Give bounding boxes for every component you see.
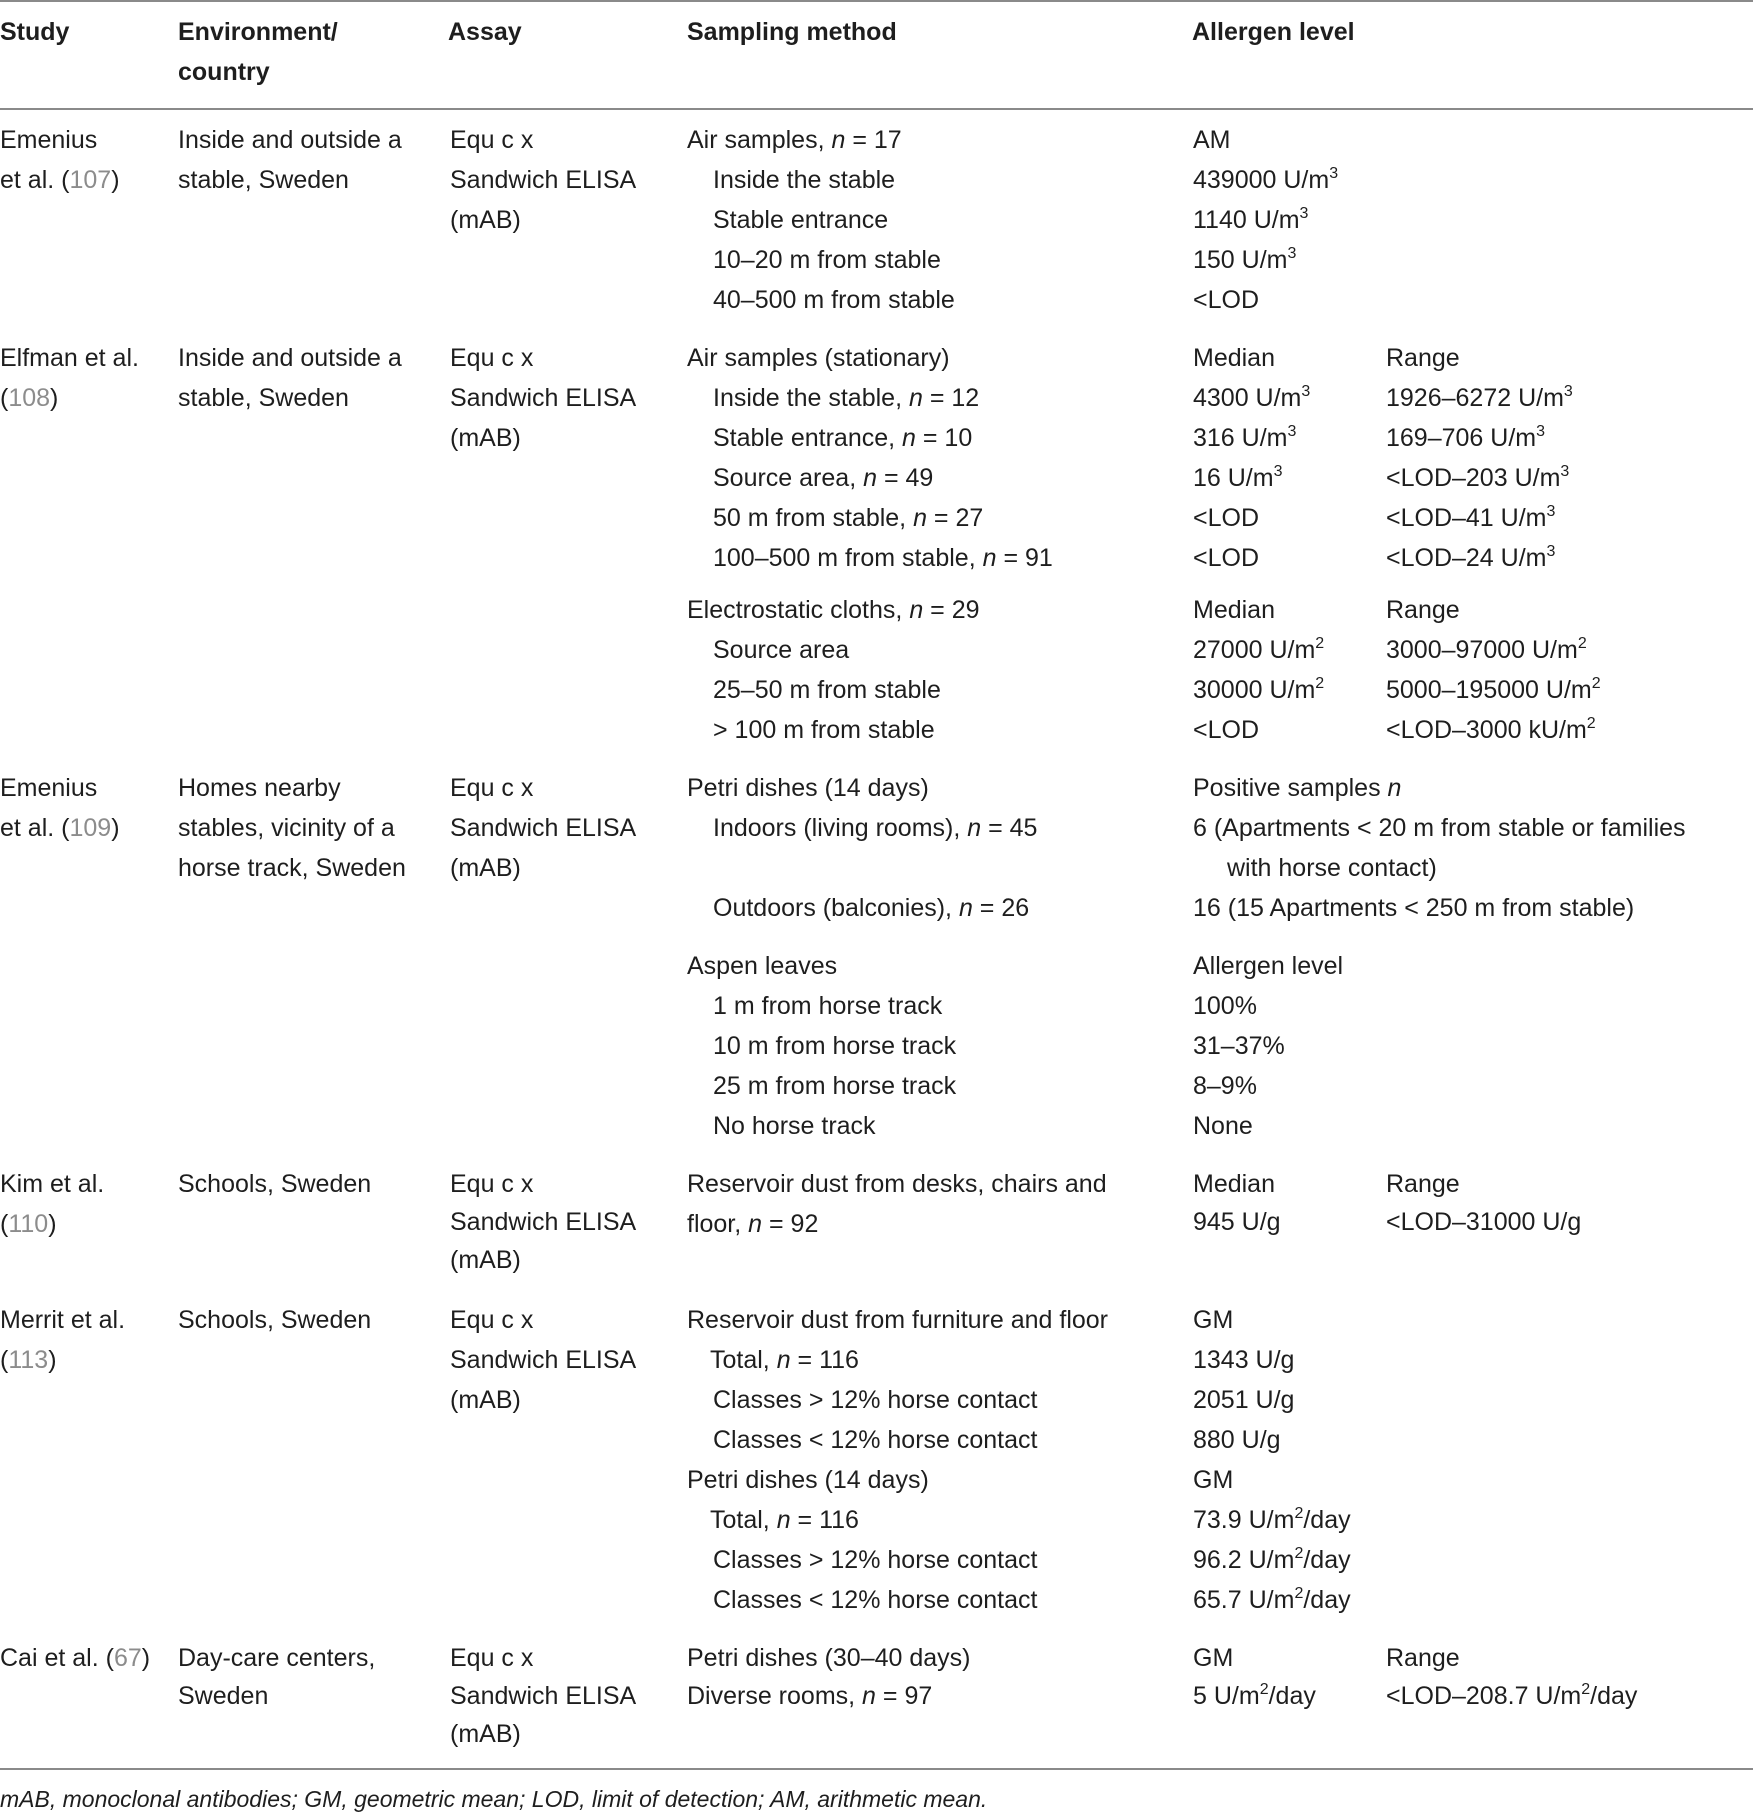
level-cell: 73.9 $U/m^2$/day — [1193, 1505, 1351, 1534]
sampling-cell: Air samples, n = 17 — [687, 126, 902, 154]
sampling-cell: Reservoir dust from furniture and floor — [687, 1306, 1109, 1334]
assay-cell: Equ c x — [450, 1306, 534, 1334]
median-cell: 4300 $U/m^3$ — [1193, 383, 1311, 412]
sampling-cell: Reservoir dust from desks, chairs and — [687, 1170, 1107, 1198]
level-cell: Allergen level — [1193, 952, 1344, 980]
range-cell: Range — [1386, 1644, 1460, 1672]
header-sampling-method: Sampling method — [687, 18, 897, 46]
range-cell: 3000–97000 $U/m^2$ — [1386, 635, 1587, 664]
level-cell: 31–37% — [1193, 1032, 1285, 1060]
sampling-cell: Classes > 12% horse contact — [713, 1546, 1038, 1574]
header-allergen-level: Allergen level — [1192, 18, 1355, 46]
range-cell: Range — [1386, 596, 1460, 624]
study-cell: Emenius — [0, 126, 98, 154]
assay-cell: (mAB) — [450, 1720, 521, 1748]
environment-cell: Inside and outside a — [178, 344, 402, 372]
median-cell: <LOD — [1193, 544, 1260, 572]
study-cell: et al. (109) — [0, 814, 120, 842]
sampling-cell: Diverse rooms, n = 97 — [687, 1682, 933, 1710]
sampling-cell: Inside the stable, n = 12 — [713, 384, 980, 412]
level-cell: 100% — [1193, 992, 1257, 1020]
environment-cell: stables, vicinity of a — [178, 814, 395, 842]
sampling-cell: Classes < 12% horse contact — [713, 1426, 1038, 1454]
assay-cell: (mAB) — [450, 206, 521, 234]
range-cell: <LOD–208.7 $U/m^2$/day — [1386, 1681, 1638, 1710]
environment-cell: stable, Sweden — [178, 384, 349, 412]
reference-link[interactable]: 110 — [8, 1210, 49, 1238]
sampling-cell: Stable entrance, n = 10 — [713, 424, 973, 452]
assay-cell: Sandwich ELISA — [450, 1208, 637, 1236]
study-cell: (108) — [0, 384, 59, 412]
level-cell: 65.7 $U/m^2$/day — [1193, 1585, 1351, 1614]
sampling-cell: 50 m from stable, n = 27 — [713, 504, 984, 532]
assay-cell: Sandwich ELISA — [450, 166, 637, 194]
sampling-cell: Air samples (stationary) — [687, 344, 950, 372]
assay-cell: Equ c x — [450, 126, 534, 154]
level-cell: 150 $U/m^3$ — [1193, 245, 1297, 274]
level-cell: with horse contact) — [1227, 854, 1437, 882]
table-footnote: mAB, monoclonal antibodies; GM, geometric mean; LOD, limit of detection; AM, arithmetic mean. — [0, 1786, 988, 1812]
reference-link[interactable]: 67 — [113, 1644, 142, 1672]
median-cell: 945 U/g — [1193, 1208, 1281, 1236]
sampling-cell: Indoors (living rooms), n = 45 — [713, 814, 1038, 842]
median-cell: 30000 $U/m^2$ — [1193, 675, 1325, 704]
reference-link[interactable]: 113 — [8, 1346, 49, 1374]
range-cell: <LOD–41 $U/m^3$ — [1386, 503, 1556, 532]
reference-link[interactable]: 108 — [8, 384, 51, 412]
header-environment-line2: country — [178, 58, 270, 86]
sampling-cell: 40–500 m from stable — [713, 286, 955, 314]
level-cell: 8–9% — [1193, 1072, 1257, 1100]
assay-cell: (mAB) — [450, 854, 521, 882]
header-assay: Assay — [448, 18, 522, 46]
sampling-cell: 10 m from horse track — [713, 1032, 957, 1060]
sampling-cell: Aspen leaves — [687, 952, 838, 980]
assay-cell: Sandwich ELISA — [450, 814, 637, 842]
range-cell: 169–706 $U/m^3$ — [1386, 423, 1546, 452]
assay-cell: Sandwich ELISA — [450, 1682, 637, 1710]
level-cell: 880 U/g — [1193, 1426, 1281, 1454]
assay-cell: (mAB) — [450, 424, 521, 452]
sampling-cell: Outdoors (balconies), n = 26 — [713, 894, 1030, 922]
median-cell: GM — [1193, 1644, 1234, 1672]
study-cell: (113) — [0, 1346, 57, 1374]
median-cell: 27000 $U/m^2$ — [1193, 635, 1325, 664]
range-cell: Range — [1386, 344, 1460, 372]
level-cell: 1140 $U/m^3$ — [1193, 205, 1309, 234]
environment-cell: Day-care centers, — [178, 1644, 376, 1672]
sampling-cell: Classes < 12% horse contact — [713, 1586, 1038, 1614]
sampling-cell: Electrostatic cloths, n = 29 — [687, 596, 980, 624]
sampling-cell: Total, n = 116 — [710, 1346, 859, 1374]
sampling-cell: 100–500 m from stable, n = 91 — [713, 544, 1053, 572]
level-cell: Positive samples n — [1193, 774, 1402, 802]
sampling-cell: 1 m from horse track — [713, 992, 943, 1020]
median-cell: Median — [1193, 344, 1275, 372]
level-cell: 439000 $U/m^3$ — [1193, 165, 1339, 194]
study-cell: Emenius — [0, 774, 98, 802]
study-cell: et al. (107) — [0, 166, 120, 194]
level-cell: <LOD — [1193, 286, 1260, 314]
sampling-cell: Inside the stable — [713, 166, 896, 194]
environment-cell: Schools, Sweden — [178, 1170, 372, 1198]
sampling-cell: floor, n = 92 — [687, 1210, 819, 1238]
median-cell: 16 $U/m^3$ — [1193, 463, 1283, 492]
level-cell: 2051 U/g — [1193, 1386, 1295, 1414]
range-cell: 5000–195000 $U/m^2$ — [1386, 675, 1601, 704]
sampling-cell: Petri dishes (14 days) — [687, 1466, 929, 1494]
median-cell: <LOD — [1193, 504, 1260, 532]
range-cell: <LOD–31000 U/g — [1386, 1208, 1582, 1236]
median-cell: 5 $U/m^2$/day — [1193, 1681, 1316, 1710]
level-cell: GM — [1193, 1306, 1234, 1334]
study-cell: Merrit et al. — [0, 1306, 126, 1334]
environment-cell: Schools, Sweden — [178, 1306, 372, 1334]
header-environment-line1: Environment/ — [178, 18, 338, 46]
sampling-cell: 10–20 m from stable — [713, 246, 941, 274]
assay-cell: (mAB) — [450, 1246, 521, 1274]
assay-cell: Equ c x — [450, 1644, 534, 1672]
study-cell: Kim et al. — [0, 1170, 105, 1198]
assay-cell: Sandwich ELISA — [450, 384, 637, 412]
reference-link[interactable]: 107 — [69, 166, 112, 194]
study-cell: Elfman et al. — [0, 344, 139, 372]
median-cell: Median — [1193, 596, 1275, 624]
table-bottom-rule — [0, 1768, 1753, 1770]
environment-cell: horse track, Sweden — [178, 854, 406, 882]
level-cell: AM — [1193, 126, 1231, 154]
sampling-cell: 25 m from horse track — [713, 1072, 957, 1100]
level-cell: 96.2 $U/m^2$/day — [1193, 1545, 1351, 1574]
table-top-rule — [0, 0, 1753, 2]
sampling-cell: Source area, n = 49 — [713, 464, 934, 492]
sampling-cell: Total, n = 116 — [710, 1506, 859, 1534]
study-cell: (110) — [0, 1210, 57, 1238]
environment-cell: stable, Sweden — [178, 166, 349, 194]
sampling-cell: No horse track — [713, 1112, 876, 1140]
level-cell: GM — [1193, 1466, 1234, 1494]
sampling-cell: Stable entrance — [713, 206, 889, 234]
range-cell: <LOD–3000 $kU/m^2$ — [1386, 715, 1596, 744]
range-cell: Range — [1386, 1170, 1460, 1198]
sampling-cell: Classes > 12% horse contact — [713, 1386, 1038, 1414]
environment-cell: Homes nearby — [178, 774, 341, 802]
sampling-cell: Petri dishes (14 days) — [687, 774, 929, 802]
sampling-cell: Source area — [713, 636, 850, 664]
reference-link[interactable]: 109 — [69, 814, 112, 842]
median-cell: 316 $U/m^3$ — [1193, 423, 1297, 452]
level-cell: 1343 U/g — [1193, 1346, 1295, 1374]
median-cell: <LOD — [1193, 716, 1260, 744]
study-cell: Cai et al. (67) — [0, 1644, 151, 1672]
range-cell: <LOD–203 $U/m^3$ — [1386, 463, 1570, 492]
range-cell: <LOD–24 $U/m^3$ — [1386, 543, 1556, 572]
level-cell: None — [1193, 1112, 1253, 1140]
environment-cell: Inside and outside a — [178, 126, 402, 154]
assay-cell: Equ c x — [450, 1170, 534, 1198]
header-study: Study — [0, 18, 70, 46]
sampling-cell: > 100 m from stable — [713, 716, 935, 744]
range-cell: 1926–6272 $U/m^3$ — [1386, 383, 1573, 412]
assay-cell: (mAB) — [450, 1386, 521, 1414]
environment-cell: Sweden — [178, 1682, 269, 1710]
assay-cell: Equ c x — [450, 344, 534, 372]
level-cell: 16 (15 Apartments < 250 m from stable) — [1193, 894, 1635, 922]
header-rule — [0, 108, 1753, 110]
sampling-cell: Petri dishes (30–40 days) — [687, 1644, 971, 1672]
assay-cell: Sandwich ELISA — [450, 1346, 637, 1374]
assay-cell: Equ c x — [450, 774, 534, 802]
level-cell: 6 (Apartments < 20 m from stable or families — [1193, 814, 1686, 842]
median-cell: Median — [1193, 1170, 1275, 1198]
sampling-cell: 25–50 m from stable — [713, 676, 941, 704]
